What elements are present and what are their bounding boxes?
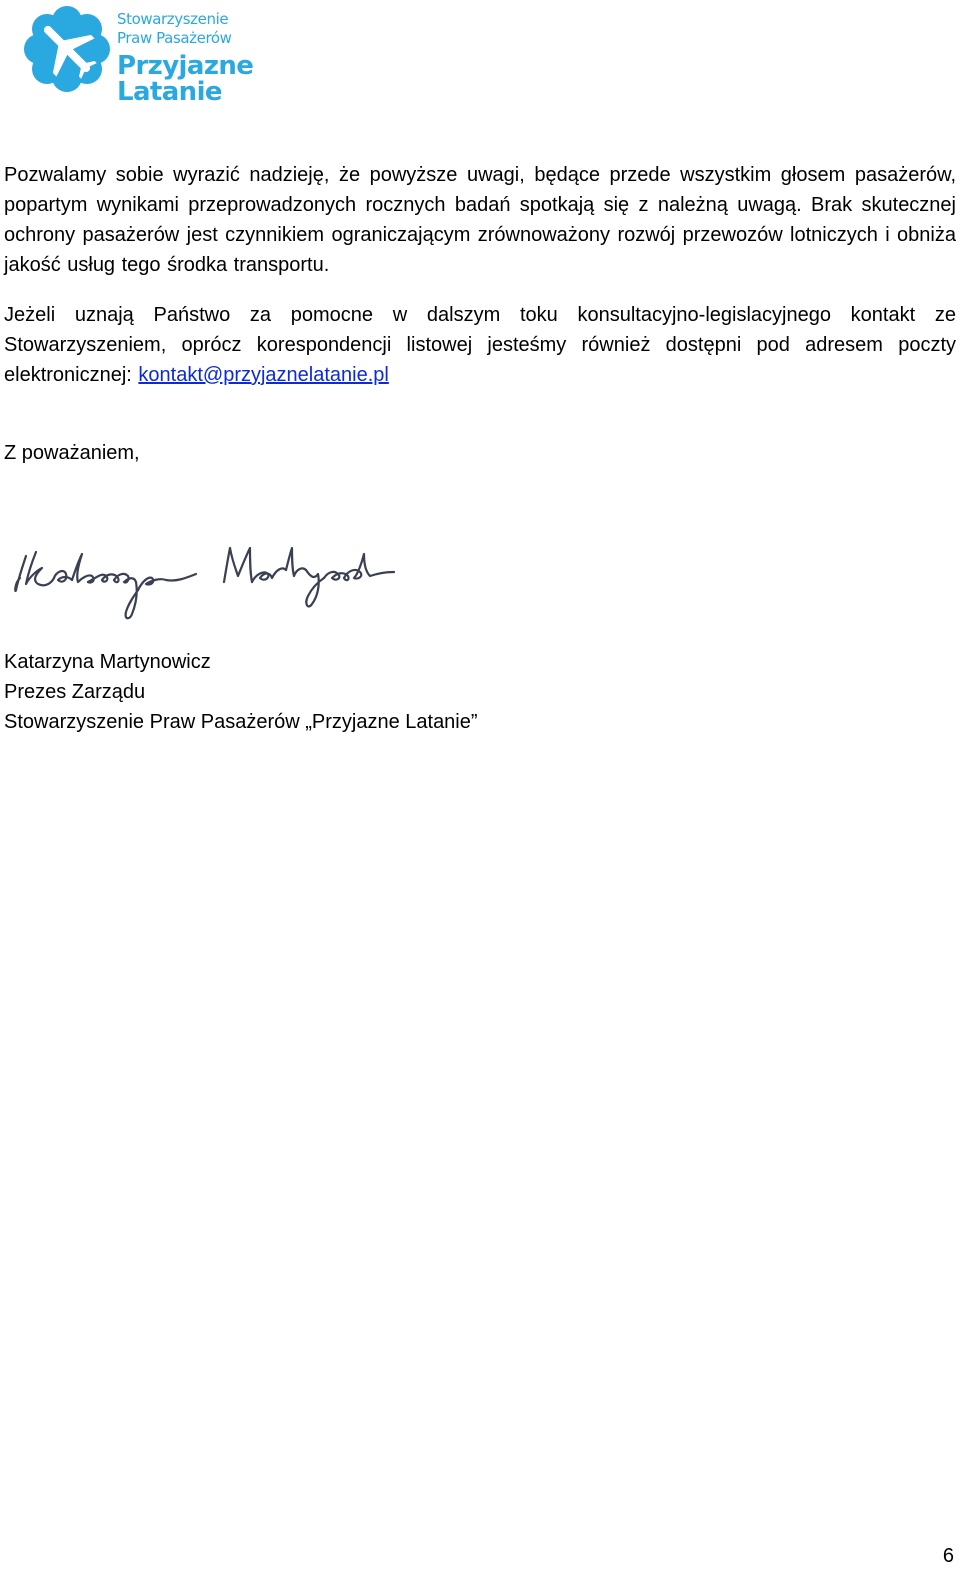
logo-line-3: Przyjazne xyxy=(117,51,254,81)
page-number: 6 xyxy=(942,1545,954,1567)
handwritten-signature xyxy=(6,538,398,626)
closing-salutation: Z poważaniem, xyxy=(4,442,140,464)
signer-organization: Stowarzyszenie Praw Pasażerów „Przyjazne Latanie” xyxy=(4,711,478,733)
logo-line-4: Latanie xyxy=(117,77,222,107)
paragraph-contact-text: Jeżeli uznają Państwo za pomocne w dalszym toku konsultacyjno-legislacyjnego kontakt ze Stowarzyszeniem, oprócz korespondencji listowej jesteśmy również dostępni pod adresem poczty elektronicznej: xyxy=(4,304,956,386)
signer-role: Prezes Zarządu xyxy=(4,681,146,703)
paragraph-contact xyxy=(4,300,956,390)
paragraph-hope: Pozwalamy sobie wyrazić nadzieję, że powyższe uwagi, będące przede wszystkim głosem pasażerów, popartym wynikami przeprowadzonych rocznych badań spotkają się z należną uwagą. Brak skutecznej ochrony pasażerów jest czynnikiem ograniczającym zrównoważony rozwój przewozów lotniczych i obniża jakość usług tego środka transportu. xyxy=(4,164,956,276)
logo-line-1: Stowarzyszenie xyxy=(117,10,229,28)
signer-block xyxy=(4,647,478,737)
email-link[interactable]: kontakt@przyjaznelatanie.pl xyxy=(138,364,389,386)
letter-body xyxy=(4,160,956,390)
signer-name: Katarzyna Martynowicz xyxy=(4,651,211,673)
logo-line-2: Praw Pasażerów xyxy=(117,29,232,47)
organization-logo xyxy=(22,4,252,112)
airplane-flower-icon xyxy=(22,4,112,94)
